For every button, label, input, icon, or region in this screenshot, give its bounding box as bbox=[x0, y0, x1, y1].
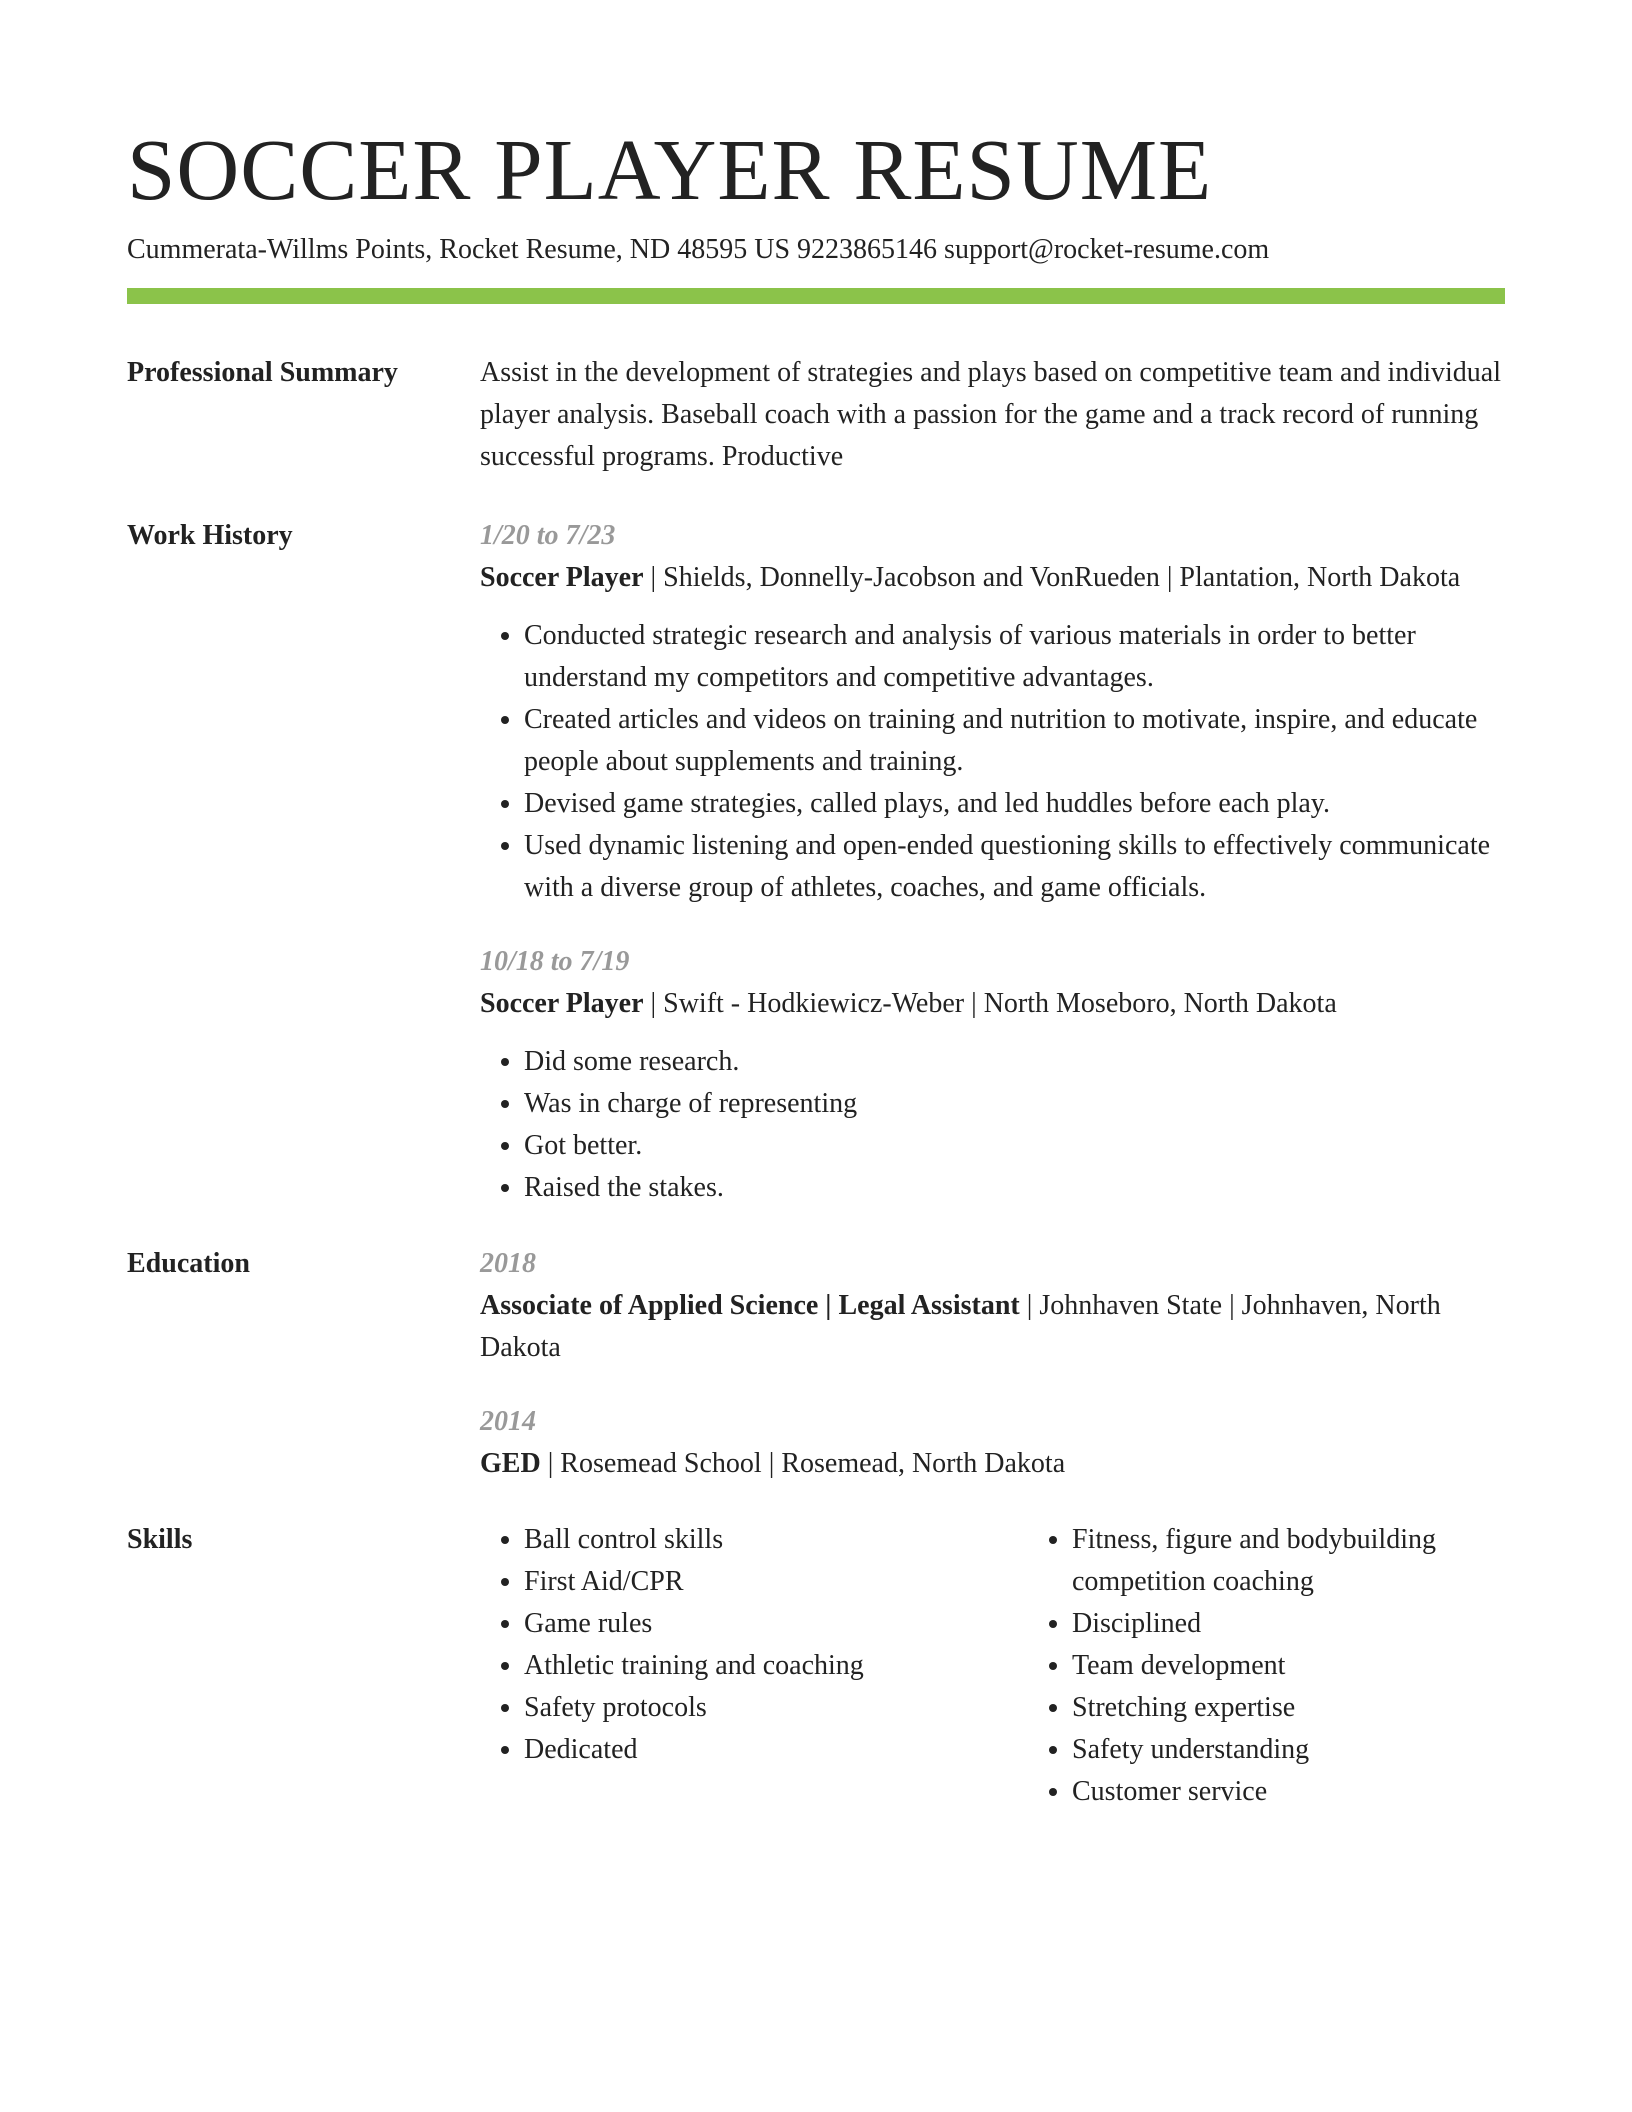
job-entry bbox=[480, 515, 1505, 909]
section-label-skills: Skills bbox=[127, 1524, 193, 1555]
summary-text: Assist in the development of strategies and plays based on competitive team and individual player analysis. Baseball coach with a passion for the game and a track record of running successful programs. Productive bbox=[480, 357, 1501, 472]
job-bullet: • Did some research. bbox=[524, 1041, 1505, 1083]
job-details: | Swift - Hodkiewicz-Weber | North Moseboro, North Dakota bbox=[643, 988, 1337, 1019]
education-line bbox=[480, 1285, 1505, 1369]
skills-list-right bbox=[1028, 1519, 1572, 1813]
resume-title: SOCCER PLAYER RESUME bbox=[127, 121, 1213, 218]
skill-item: • Fitness, figure and bodybuilding competition coaching bbox=[1072, 1519, 1572, 1603]
section-skills bbox=[127, 1519, 1505, 1813]
education-year: 2018 bbox=[480, 1248, 536, 1279]
section-label-work: Work History bbox=[127, 520, 293, 551]
contact-line bbox=[127, 232, 1505, 268]
section-professional-summary bbox=[127, 352, 1505, 478]
skills-columns bbox=[480, 1519, 1572, 1813]
job-bullet: • Got better. bbox=[524, 1125, 1505, 1167]
education-line bbox=[480, 1443, 1505, 1485]
education-degree: Associate of Applied Science | Legal Assistant bbox=[480, 1290, 1020, 1321]
contact-phone: 9223865146 bbox=[797, 234, 938, 265]
job-role-line bbox=[480, 983, 1505, 1025]
skill-item: • First Aid/CPR bbox=[524, 1561, 1028, 1603]
job-entry bbox=[480, 941, 1505, 1209]
education-details: | Johnhaven State | Johnhaven, North Dakota bbox=[480, 1290, 1441, 1363]
job-bullet: • Created articles and videos on training and nutrition to motivate, inspire, and educate people about supplements and training. bbox=[524, 699, 1505, 783]
section-education bbox=[127, 1243, 1505, 1485]
job-dates: 1/20 to 7/23 bbox=[480, 520, 616, 551]
skill-item: • Team development bbox=[1072, 1645, 1572, 1687]
resume-page bbox=[127, 120, 1505, 1813]
skill-item: • Ball control skills bbox=[524, 1519, 1028, 1561]
job-bullets bbox=[480, 1041, 1505, 1209]
contact-address: Cummerata-Willms Points, Rocket Resume, ND 48595 US bbox=[127, 234, 791, 265]
education-degree: GED bbox=[480, 1448, 541, 1479]
job-bullet: • Raised the stakes. bbox=[524, 1167, 1505, 1209]
section-label-summary: Professional Summary bbox=[127, 357, 398, 388]
job-bullets bbox=[480, 615, 1505, 909]
job-title: Soccer Player bbox=[480, 562, 644, 593]
job-bullet: • Conducted strategic research and analysis of various materials in order to better understand my competitors and competitive advantages. bbox=[524, 615, 1505, 699]
skill-item: • Game rules bbox=[524, 1603, 1028, 1645]
skill-item: • Stretching expertise bbox=[1072, 1687, 1572, 1729]
education-details: | Rosemead School | Rosemead, North Dakota bbox=[540, 1448, 1066, 1479]
education-entries bbox=[480, 1243, 1505, 1485]
job-bullet: • Used dynamic listening and open-ended questioning skills to effectively communicate with a diverse group of athletes, coaches, and game officials. bbox=[524, 825, 1505, 909]
education-entry bbox=[480, 1243, 1505, 1369]
job-details: | Shields, Donnelly-Jacobson and VonRueden | Plantation, North Dakota bbox=[643, 562, 1461, 593]
skill-item: • Customer service bbox=[1072, 1771, 1572, 1813]
job-bullet: • Was in charge of representing bbox=[524, 1083, 1505, 1125]
work-entries bbox=[480, 515, 1505, 1209]
job-dates: 10/18 to 7/19 bbox=[480, 946, 630, 977]
job-bullet: • Devised game strategies, called plays, and led huddles before each play. bbox=[524, 783, 1505, 825]
skill-item: • Safety understanding bbox=[1072, 1729, 1572, 1771]
contact-email: support@rocket-resume.com bbox=[944, 234, 1270, 265]
header-divider bbox=[127, 288, 1505, 304]
job-role-line bbox=[480, 557, 1505, 599]
section-work-history bbox=[127, 515, 1505, 1209]
skill-item: • Athletic training and coaching bbox=[524, 1645, 1028, 1687]
skills-list-left bbox=[480, 1519, 1028, 1813]
education-entry bbox=[480, 1401, 1505, 1485]
section-label-education: Education bbox=[127, 1248, 250, 1279]
skill-item: • Disciplined bbox=[1072, 1603, 1572, 1645]
education-year: 2014 bbox=[480, 1406, 536, 1437]
skill-item: • Safety protocols bbox=[524, 1687, 1028, 1729]
job-title: Soccer Player bbox=[480, 988, 644, 1019]
skill-item: • Dedicated bbox=[524, 1729, 1028, 1771]
